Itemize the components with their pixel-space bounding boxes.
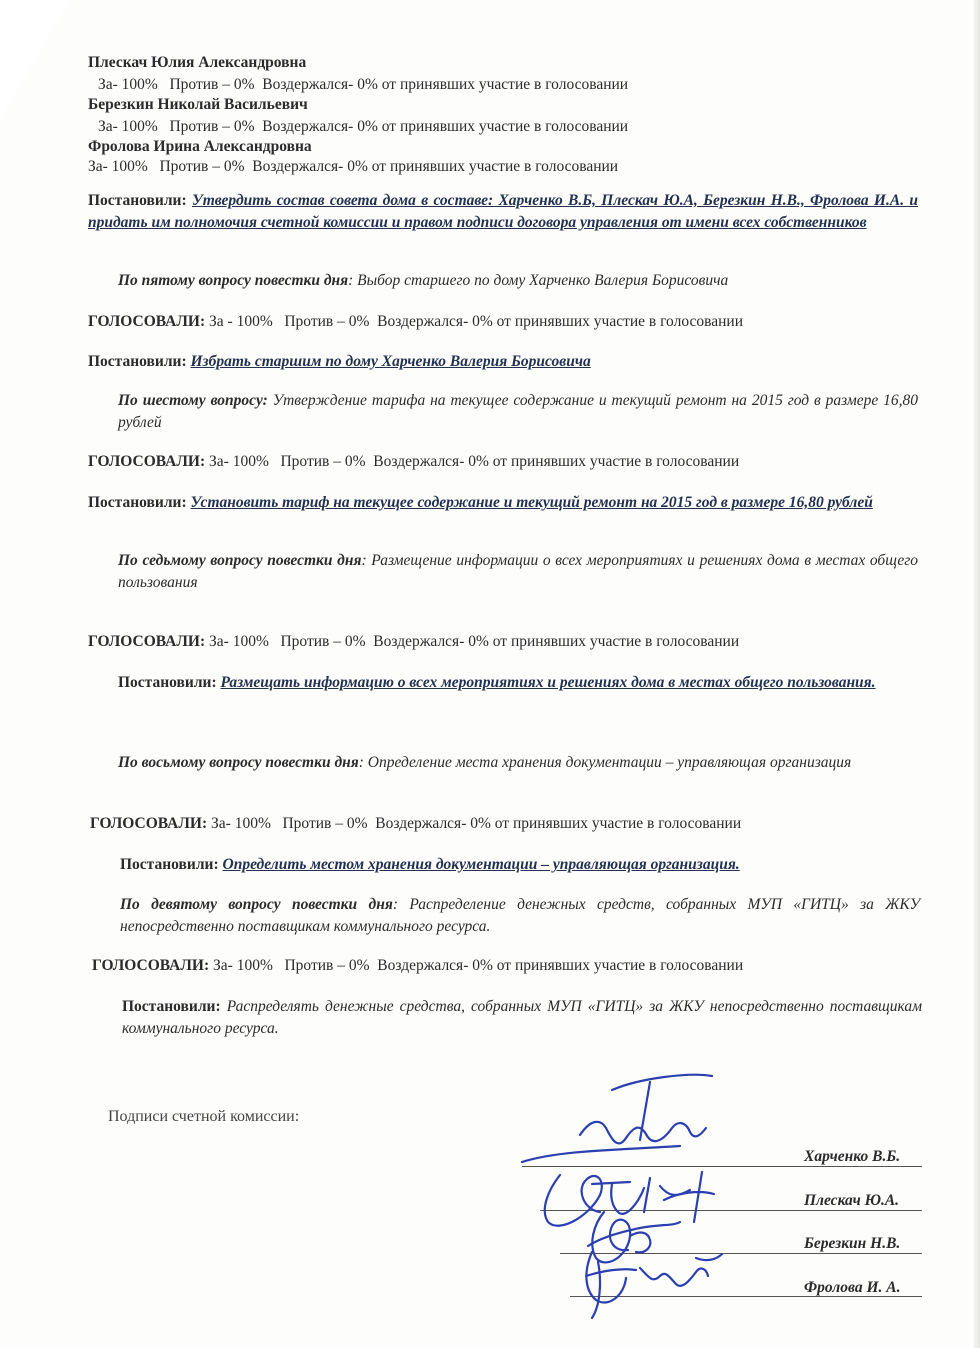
- voter-result: За- 100% Против – 0% Воздержался- 0% от принявших участие в голосовании: [88, 158, 619, 175]
- voter-result: За- 100% Против – 0% Воздержался- 0% от принявших участие в голосовании: [98, 76, 629, 93]
- question-text: : Распределение денежных средств, собранных МУП «ГИТЦ» за ЖКУ непосредственно поставщикам коммунального ресурса.: [120, 896, 921, 935]
- decision-label: Постановили:: [122, 998, 221, 1015]
- decision-label: Постановили:: [118, 674, 217, 691]
- signatory-name: Фролова И. А.: [804, 1279, 901, 1296]
- decision-text: Размещать информацию о всех мероприятиях и решениях дома в местах общего пользования.: [220, 674, 876, 691]
- signatory-name: Плескач Ю.А.: [804, 1192, 900, 1209]
- question-text: : Размещение информации о всех мероприятиях и решениях дома в местах общего пользования: [118, 552, 918, 591]
- decision-text: Избрать старшим по дому Харченко Валерия Борисовича: [190, 353, 591, 370]
- question-label: По девятому вопросу повестки дня: [120, 896, 393, 913]
- question-label: По шестому вопросу:: [118, 392, 268, 409]
- vote-label: ГОЛОСОВАЛИ:: [88, 313, 206, 330]
- voter-result: За- 100% Против – 0% Воздержался- 0% от принявших участие в голосовании: [98, 118, 629, 135]
- question-text: Утверждение тарифа на текущее содержание и текущий ремонт на 2015 год в размере 16,80 рублей: [118, 392, 919, 431]
- vote-text: За- 100% Против – 0% Воздержался- 0% от принявших участие в голосовании: [209, 633, 740, 650]
- decision-label: Постановили:: [88, 353, 187, 370]
- signature-kharchenko: [522, 1075, 712, 1162]
- decision-text: Утвердить состав совета дома в составе: Харченко В.Б, Плескач Ю.А, Березкин Н.В., Фролова И.А. и придать им полномочия счетной комиссии и правом подписи договора управления от имени всех собственников: [88, 192, 919, 231]
- decision-label: Постановили:: [88, 494, 187, 511]
- decision-label: Постановили:: [88, 192, 187, 209]
- voter-name: Фролова Ирина Александровна: [88, 138, 312, 155]
- voter-name: Плескач Юлия Александровна: [88, 54, 307, 71]
- decision-text: Распределять денежные средства, собранных МУП «ГИТЦ» за ЖКУ непосредственно поставщикам коммунального ресурса.: [122, 998, 922, 1037]
- question-label: По восьмому вопросу повестки дня: [118, 754, 359, 771]
- signature-pleskach: [545, 1172, 714, 1226]
- question-label: По пятому вопросу повестки дня: [118, 272, 349, 289]
- vote-label: ГОЛОСОВАЛИ:: [90, 815, 208, 832]
- vote-text: За- 100% Против – 0% Воздержался- 0% от принявших участие в голосовании: [213, 957, 744, 974]
- signatures-caption: Подписи счетной комиссии:: [108, 1108, 300, 1125]
- signatory-name: Харченко В.Б.: [804, 1148, 901, 1165]
- decision-text: Установить тариф на текущее содержание и текущий ремонт на 2015 год в размере 16,80 рублей: [190, 494, 873, 511]
- vote-label: ГОЛОСОВАЛИ:: [88, 633, 206, 650]
- vote-text: За- 100% Против – 0% Воздержался- 0% от принявших участие в голосовании: [211, 815, 742, 832]
- signatory-name: Березкин Н.В.: [804, 1235, 901, 1252]
- question-text: : Определение места хранения документации – управляющая организация: [358, 754, 852, 771]
- decision-label: Постановили:: [120, 856, 219, 873]
- question-text: : Выбор старшего по дому Харченко Валерия Борисовича: [348, 272, 729, 289]
- signature-berezkin: [588, 1212, 680, 1262]
- vote-text: За - 100% Против – 0% Воздержался- 0% от принявших участие в голосовании: [209, 313, 743, 330]
- vote-text: За- 100% Против – 0% Воздержался- 0% от принявших участие в голосовании: [209, 453, 740, 470]
- vote-label: ГОЛОСОВАЛИ:: [88, 453, 206, 470]
- question-label: По седьмому вопросу повестки дня: [118, 552, 362, 569]
- voter-name: Березкин Николай Васильевич: [88, 96, 308, 113]
- vote-label: ГОЛОСОВАЛИ:: [92, 957, 210, 974]
- decision-text: Определить местом хранения документации – управляющая организация.: [222, 856, 740, 873]
